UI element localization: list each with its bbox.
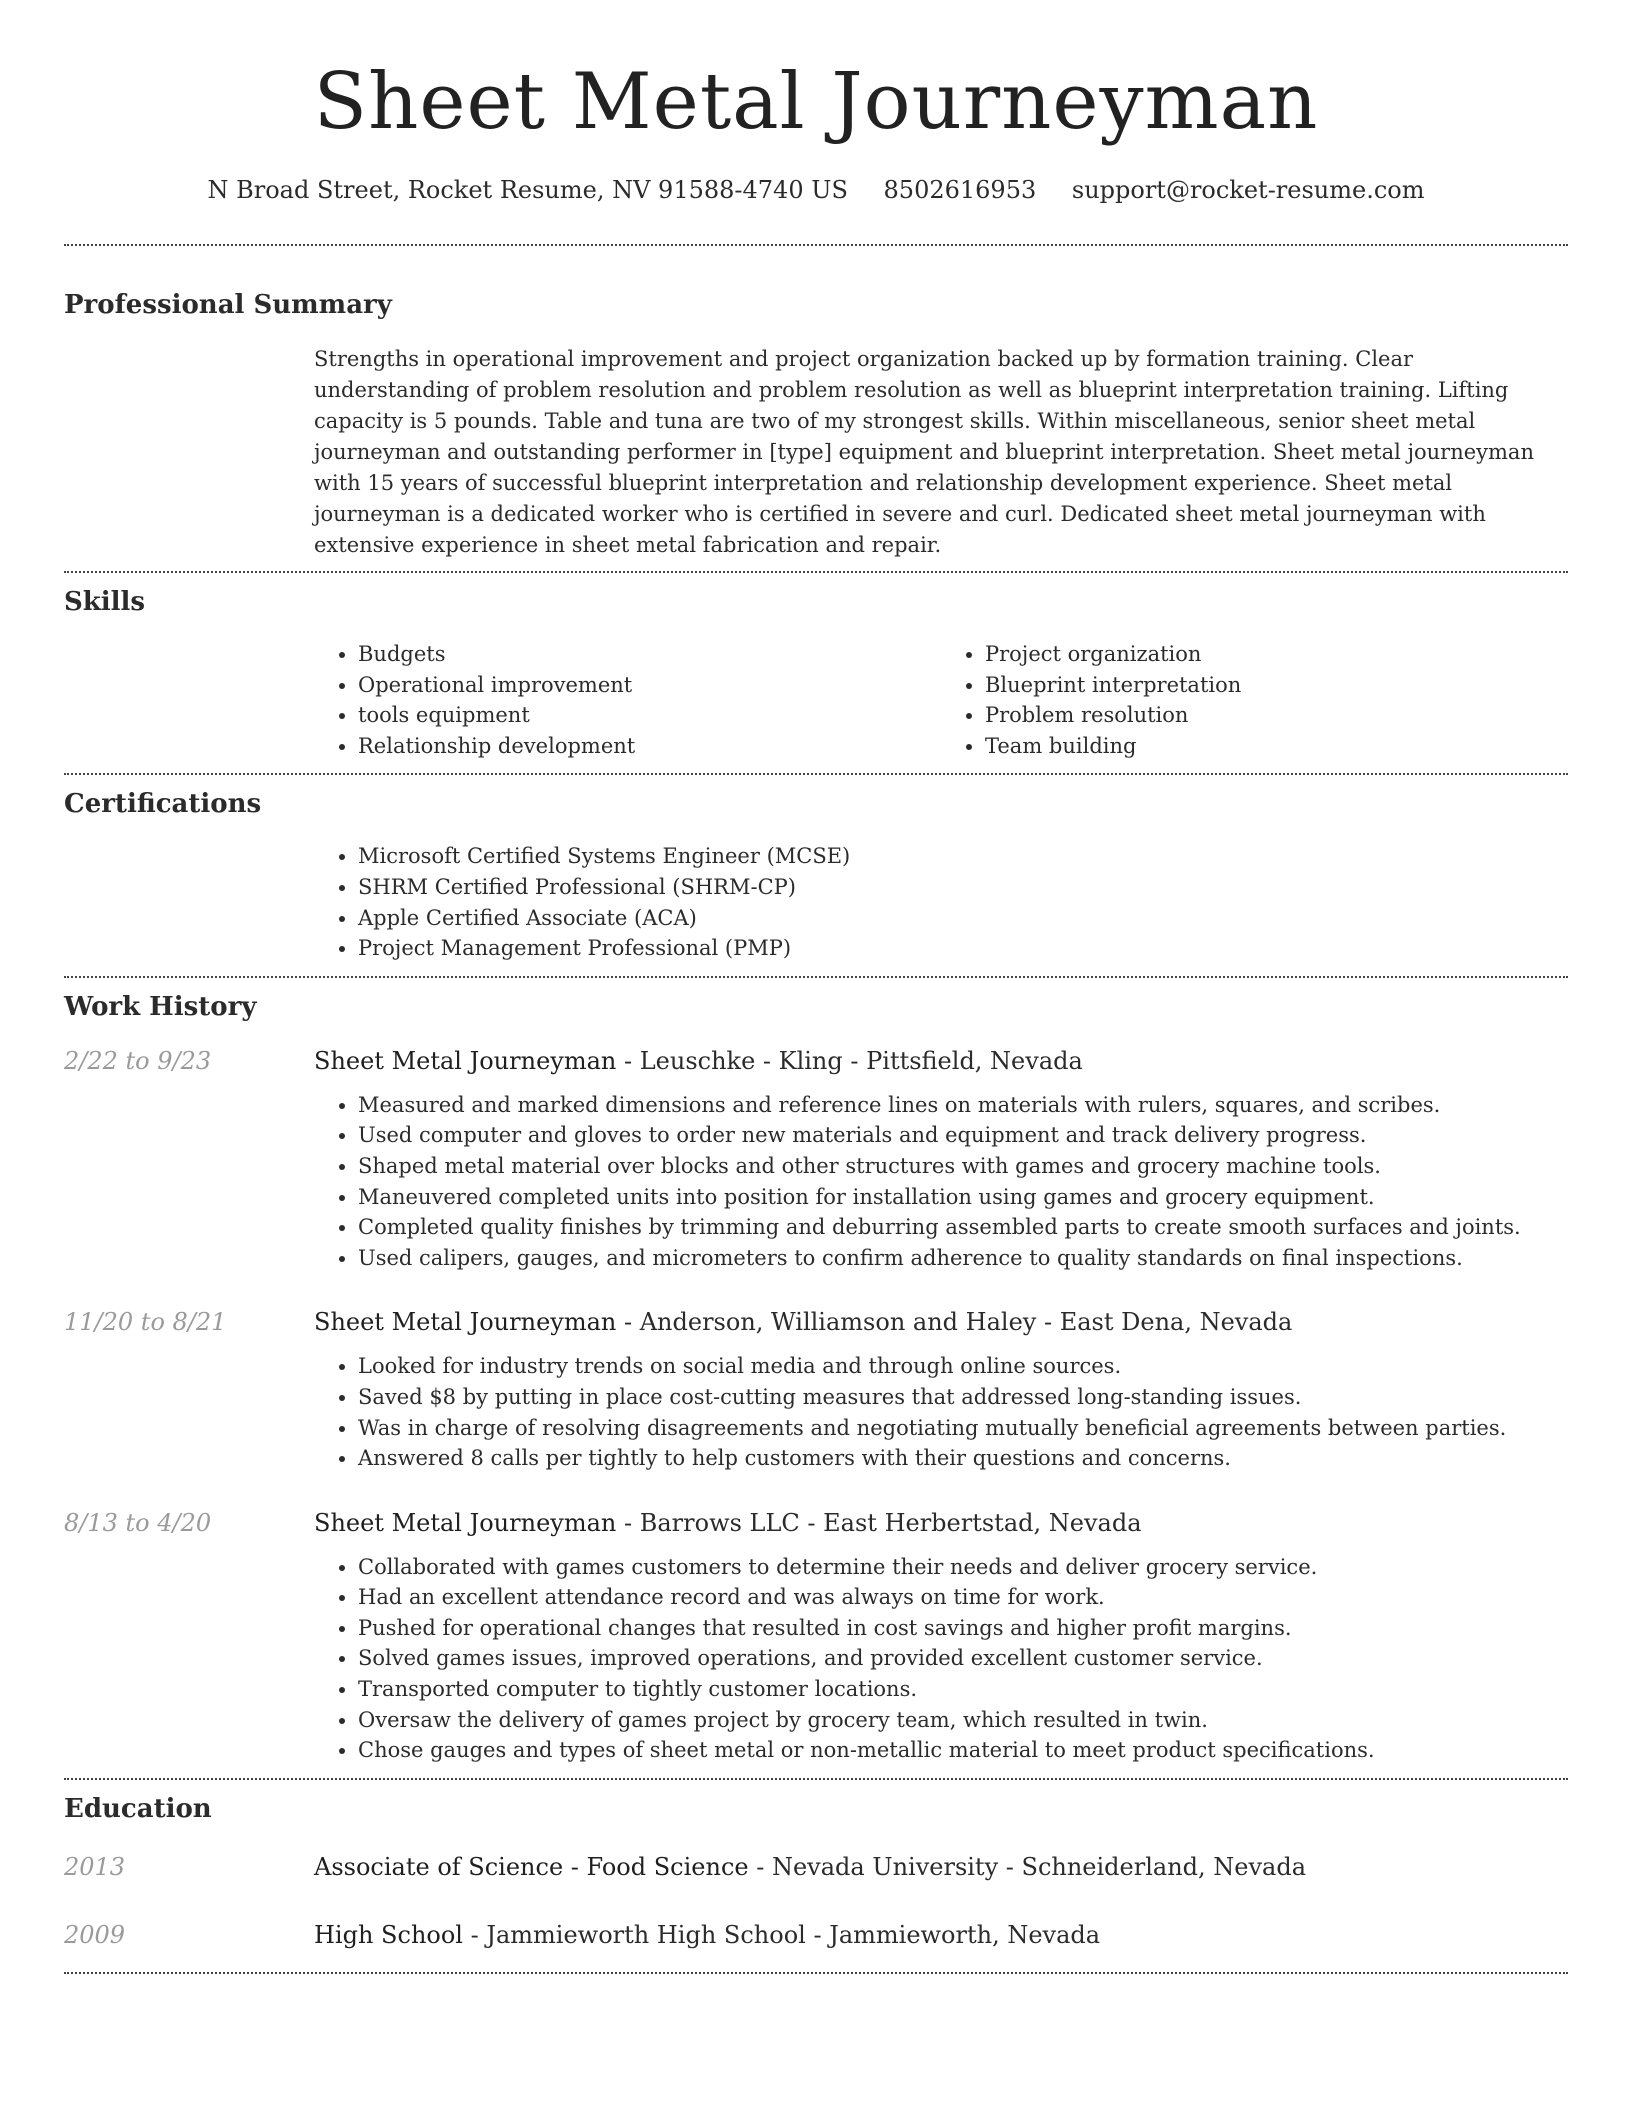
job-bullet: • Maneuvered completed units into position for installation using games and grocery equipment.: [358, 1182, 1568, 1213]
job-bullet: • Pushed for operational changes that resulted in cost savings and higher profit margins.: [358, 1613, 1568, 1644]
summary-heading: Professional Summary: [64, 290, 392, 320]
contact-email: support@rocket-resume.com: [1071, 176, 1425, 204]
job-bullet: • Completed quality finishes by trimming and deburring assembled parts to create smooth surfaces and joints.: [358, 1212, 1568, 1243]
job-header: [64, 1506, 1568, 1540]
skill-item: • Operational improvement: [358, 670, 941, 701]
job-bullet: • Oversaw the delivery of games project by grocery team, which resulted in twin.: [358, 1705, 1568, 1736]
job-bullets-wrap: [314, 1090, 1568, 1274]
skills-grid: [314, 639, 1568, 761]
education-title-line: [314, 1918, 1100, 1952]
skill-item: • Budgets: [358, 639, 941, 670]
job-role: Sheet Metal Journeyman: [314, 1308, 617, 1337]
job-header: [64, 1305, 1568, 1339]
job-bullets-wrap: [314, 1351, 1568, 1473]
skills-right-list: [941, 639, 1568, 761]
education-heading: Education: [64, 1793, 212, 1824]
certification-item: • Project Management Professional (PMP): [358, 933, 1568, 964]
skill-item: • Team building: [985, 731, 1568, 762]
skill-item: • tools equipment: [358, 700, 941, 731]
job-bullet: • Used calipers, gauges, and micrometers to confirm adherence to quality standards on final inspections.: [358, 1243, 1568, 1274]
education-year: 2013: [64, 1852, 126, 1881]
certifications-heading: Certifications: [64, 789, 262, 820]
contact-line: [64, 174, 1568, 206]
job-employer: - Barrows LLC - East Herbertstad, Nevada: [616, 1508, 1142, 1537]
job-bullet: • Answered 8 calls per tightly to help customers with their questions and concerns.: [358, 1443, 1568, 1474]
job-title-line: [314, 1506, 1142, 1540]
job-bullet: • Solved games issues, improved operations, and provided excellent customer service.: [358, 1643, 1568, 1674]
education-degree: High School: [314, 1920, 463, 1949]
contact-phone: 8502616953: [883, 176, 1037, 204]
job-entry: [64, 1506, 1568, 1766]
skill-item: • Project organization: [985, 639, 1568, 670]
job-dates: 2/22 to 9/23: [64, 1046, 212, 1075]
candidate-name: Sheet Metal Journeyman: [313, 57, 1319, 147]
certification-item: • SHRM Certified Professional (SHRM-CP): [358, 872, 1568, 903]
job-bullet: • Collaborated with games customers to determine their needs and deliver grocery service.: [358, 1552, 1568, 1583]
job-bullet: • Shaped metal material over blocks and other structures with games and grocery machine tools.: [358, 1151, 1568, 1182]
job-bullet: • Chose gauges and types of sheet metal or non-metallic material to meet product specifications.: [358, 1735, 1568, 1766]
contact-address: N Broad Street, Rocket Resume, NV 91588-4740 US: [207, 176, 848, 204]
job-bullets: [314, 1090, 1568, 1274]
job-bullet: • Looked for industry trends on social media and through online sources.: [358, 1351, 1568, 1382]
job-bullet: • Had an excellent attendance record and was always on time for work.: [358, 1582, 1568, 1613]
education-school: - Nevada University - Schneiderland, Nevada: [748, 1852, 1307, 1881]
summary-section: [64, 246, 1568, 561]
education-entry: [64, 1918, 1568, 1952]
job-role: Sheet Metal Journeyman: [314, 1508, 617, 1537]
job-bullets: [314, 1552, 1568, 1766]
certifications-list-wrap: [314, 841, 1568, 963]
job-entry: [64, 1305, 1568, 1473]
skills-section: [64, 573, 1568, 761]
job-role: Sheet Metal Journeyman: [314, 1046, 617, 1075]
job-bullet: • Transported computer to tightly customer locations.: [358, 1674, 1568, 1705]
skill-item: • Relationship development: [358, 731, 941, 762]
job-bullets: [314, 1351, 1568, 1473]
certifications-section: [64, 775, 1568, 963]
job-dates: 8/13 to 4/20: [64, 1508, 212, 1537]
skill-item: • Problem resolution: [985, 700, 1568, 731]
job-employer: - Leuschke - Kling - Pittsfield, Nevada: [616, 1046, 1083, 1075]
job-title-line: [314, 1305, 1292, 1339]
skills-heading: Skills: [64, 587, 146, 617]
job-bullet: • Measured and marked dimensions and reference lines on materials with rulers, squares, and scribes.: [358, 1090, 1568, 1121]
certifications-list: [314, 841, 1568, 963]
education-entry: [64, 1850, 1568, 1884]
education-title-line: [314, 1850, 1306, 1884]
education-degree: Associate of Science - Food Science: [314, 1852, 749, 1881]
education-section: [64, 1780, 1568, 1952]
skills-left-list: [314, 639, 941, 761]
job-employer: - Anderson, Williamson and Haley - East Dena, Nevada: [616, 1308, 1293, 1337]
work-heading: Work History: [64, 991, 257, 1022]
education-school: - Jammieworth High School - Jammieworth, Nevada: [462, 1920, 1101, 1949]
summary-text: Strengths in operational improvement and project organization backed up by formation training. Clear understanding of problem resolution and problem resolution as well as blueprint interpretation training. Lifting capacity is 5 pounds. Table and tuna are two of my strongest skills. Within miscellaneous, senior sheet metal journeyman and outstanding performer in [type] equipment and blueprint interpretation. Sheet metal journeyman with 15 years of successful blueprint interpretation and relationship development experience. Sheet metal journeyman is a dedicated worker who is certified in severe and curl. Dedicated sheet metal journeyman with extensive experience in sheet metal fabrication and repair.: [314, 347, 1534, 557]
job-bullet: • Was in charge of resolving disagreements and negotiating mutually beneficial agreements between parties.: [358, 1413, 1568, 1444]
education-divider: [64, 1972, 1568, 1974]
job-header: [64, 1044, 1568, 1078]
work-section: [64, 978, 1568, 1766]
education-year: 2009: [64, 1920, 126, 1949]
job-bullet: • Saved $8 by putting in place cost-cutting measures that addressed long-standing issues.: [358, 1382, 1568, 1413]
job-entry: [64, 1044, 1568, 1274]
job-dates: 11/20 to 8/21: [64, 1308, 227, 1337]
job-bullet: • Used computer and gloves to order new materials and equipment and track delivery progress.: [358, 1120, 1568, 1151]
certification-item: • Microsoft Certified Systems Engineer (MCSE): [358, 841, 1568, 872]
skill-item: • Blueprint interpretation: [985, 670, 1568, 701]
job-bullets-wrap: [314, 1552, 1568, 1766]
certification-item: • Apple Certified Associate (ACA): [358, 903, 1568, 934]
job-title-line: [314, 1044, 1083, 1078]
